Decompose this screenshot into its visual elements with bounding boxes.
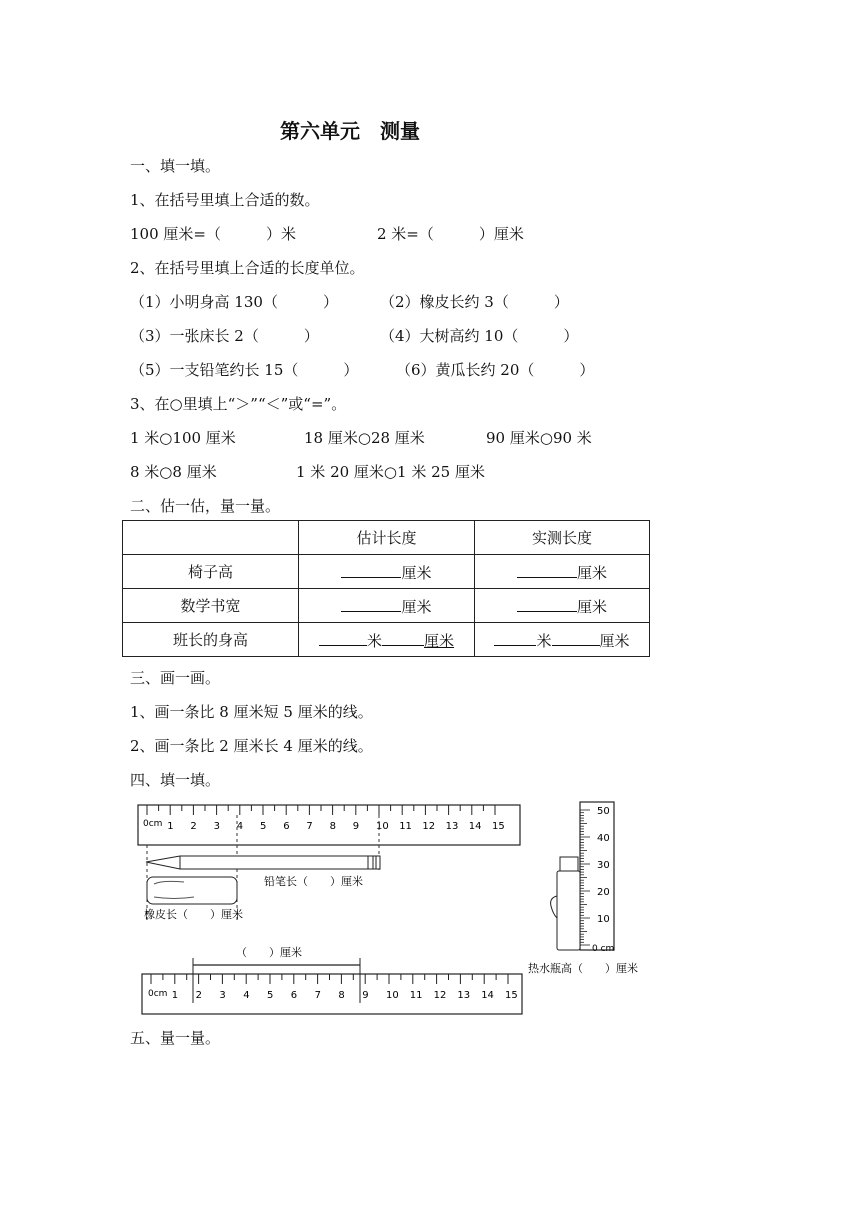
ruler-number: 40 (597, 833, 610, 844)
section-5-heading: 五、量一量。 (130, 1029, 221, 1047)
top-ruler-unit: 0cm (143, 819, 163, 829)
q2-prompt: 2、在括号里填上合适的长度单位。 (130, 259, 365, 277)
ruler-number: 4 (243, 990, 250, 1001)
ruler-number: 12 (422, 821, 436, 832)
section-1-heading: 一、填一填。 (130, 157, 221, 175)
ruler-number: 12 (433, 990, 447, 1001)
q3-item-4: 8 米○8 厘米 (130, 463, 217, 481)
q3-item-1: 1 米○100 厘米 (130, 429, 236, 447)
ruler-number: 2 (190, 821, 197, 832)
q1-item-b: 2 米=（ ）厘米 (377, 225, 524, 243)
ruler-number: 9 (352, 821, 360, 832)
q2-item-6: （6）黄瓜长约 20（ ） (396, 361, 595, 379)
ruler-number: 5 (260, 821, 267, 832)
q2-item-2: （2）橡皮长约 3（ ） (380, 293, 569, 311)
ruler-number: 8 (338, 990, 345, 1001)
ruler-number: 8 (329, 821, 336, 832)
draw-q1: 1、画一条比 8 厘米短 5 厘米的线。 (130, 703, 373, 721)
unit-label: 厘米 (599, 631, 630, 650)
page-title: 第六单元 测量 (280, 119, 420, 143)
ruler-number: 7 (306, 821, 313, 832)
ruler-number: 11 (409, 990, 423, 1001)
section-2-heading: 二、估一估，量一量。 (130, 497, 281, 515)
ruler-number: 1 (167, 821, 174, 832)
row-label: 椅子高 (123, 555, 299, 589)
table-header-estimate: 估计长度 (299, 521, 475, 555)
segment-label: （ ）厘米 (236, 946, 302, 959)
q3-item-3: 90 厘米○90 米 (486, 429, 592, 447)
eraser-icon (147, 877, 237, 904)
thermos-icon (551, 857, 580, 950)
unit-label: 厘米 (424, 631, 455, 650)
unit-label: 厘米 (576, 597, 607, 616)
ruler-number: 1 (171, 990, 179, 1001)
unit-label: 厘米 (401, 597, 432, 616)
unit-label: 米 (366, 631, 382, 650)
ruler-number: 10 (376, 821, 389, 832)
pencil-label: 铅笔长（ ）厘米 (264, 875, 363, 888)
ruler-number: 9 (362, 990, 369, 1001)
ruler-number: 14 (468, 821, 482, 832)
ruler-number: 10 (597, 914, 610, 925)
q3-item-2: 18 厘米○28 厘米 (304, 429, 425, 447)
eraser-label: 橡皮长（ ）厘米 (144, 908, 243, 921)
ruler-number: 6 (283, 821, 290, 832)
ruler-number: 3 (219, 990, 226, 1001)
ruler-number: 6 (290, 990, 298, 1001)
q3-item-5: 1 米 20 厘米○1 米 25 厘米 (296, 463, 485, 481)
q1-item-a: 100 厘米=（ ）米 (130, 225, 296, 243)
q1-prompt: 1、在括号里填上合适的数。 (130, 191, 320, 209)
q2-item-1: （1）小明身高 130（ ） (130, 293, 338, 311)
draw-q2: 2、画一条比 2 厘米长 4 厘米的线。 (130, 737, 373, 755)
vertical-ruler (580, 802, 614, 950)
ruler-number: 11 (399, 821, 412, 832)
unit-label: 米 (536, 631, 552, 650)
ruler-number: 7 (314, 990, 321, 1001)
ruler-number: 15 (505, 990, 518, 1001)
ruler-number: 10 (386, 990, 399, 1001)
ruler-number: 14 (481, 990, 494, 1001)
ruler-number: 4 (236, 821, 244, 832)
ruler-number: 20 (597, 887, 610, 898)
ruler-number: 5 (267, 990, 274, 1001)
ruler-number: 30 (597, 860, 610, 871)
pencil-icon (146, 856, 380, 869)
ruler-number: 3 (213, 821, 220, 832)
q2-item-5: （5）一支铅笔约长 15（ ） (130, 361, 359, 379)
section-3-heading: 三、画一画。 (130, 669, 221, 687)
vertical-ruler-unit: 0 cm (592, 944, 615, 954)
table-header-measured: 实测长度 (475, 521, 650, 555)
row-label: 数学书宽 (123, 589, 299, 623)
ruler-number: 50 (597, 806, 610, 817)
ruler-number: 13 (457, 990, 471, 1001)
q2-item-3: （3）一张床长 2（ ） (130, 327, 319, 345)
bottle-label: 热水瓶高（ ）厘米 (528, 962, 638, 975)
section-4-heading: 四、填一填。 (130, 771, 221, 789)
ruler-number: 13 (445, 821, 459, 832)
unit-label: 厘米 (576, 563, 607, 582)
ruler-number: 15 (492, 821, 505, 832)
ruler-number: 2 (195, 990, 202, 1001)
row-label: 班长的身高 (123, 623, 299, 657)
q3-prompt: 3、在○里填上“＞”“＜”或“=”。 (130, 395, 347, 413)
unit-label: 厘米 (401, 563, 432, 582)
q2-item-4: （4）大树高约 10（ ） (380, 327, 579, 345)
bottom-ruler-unit: 0cm (148, 989, 168, 999)
